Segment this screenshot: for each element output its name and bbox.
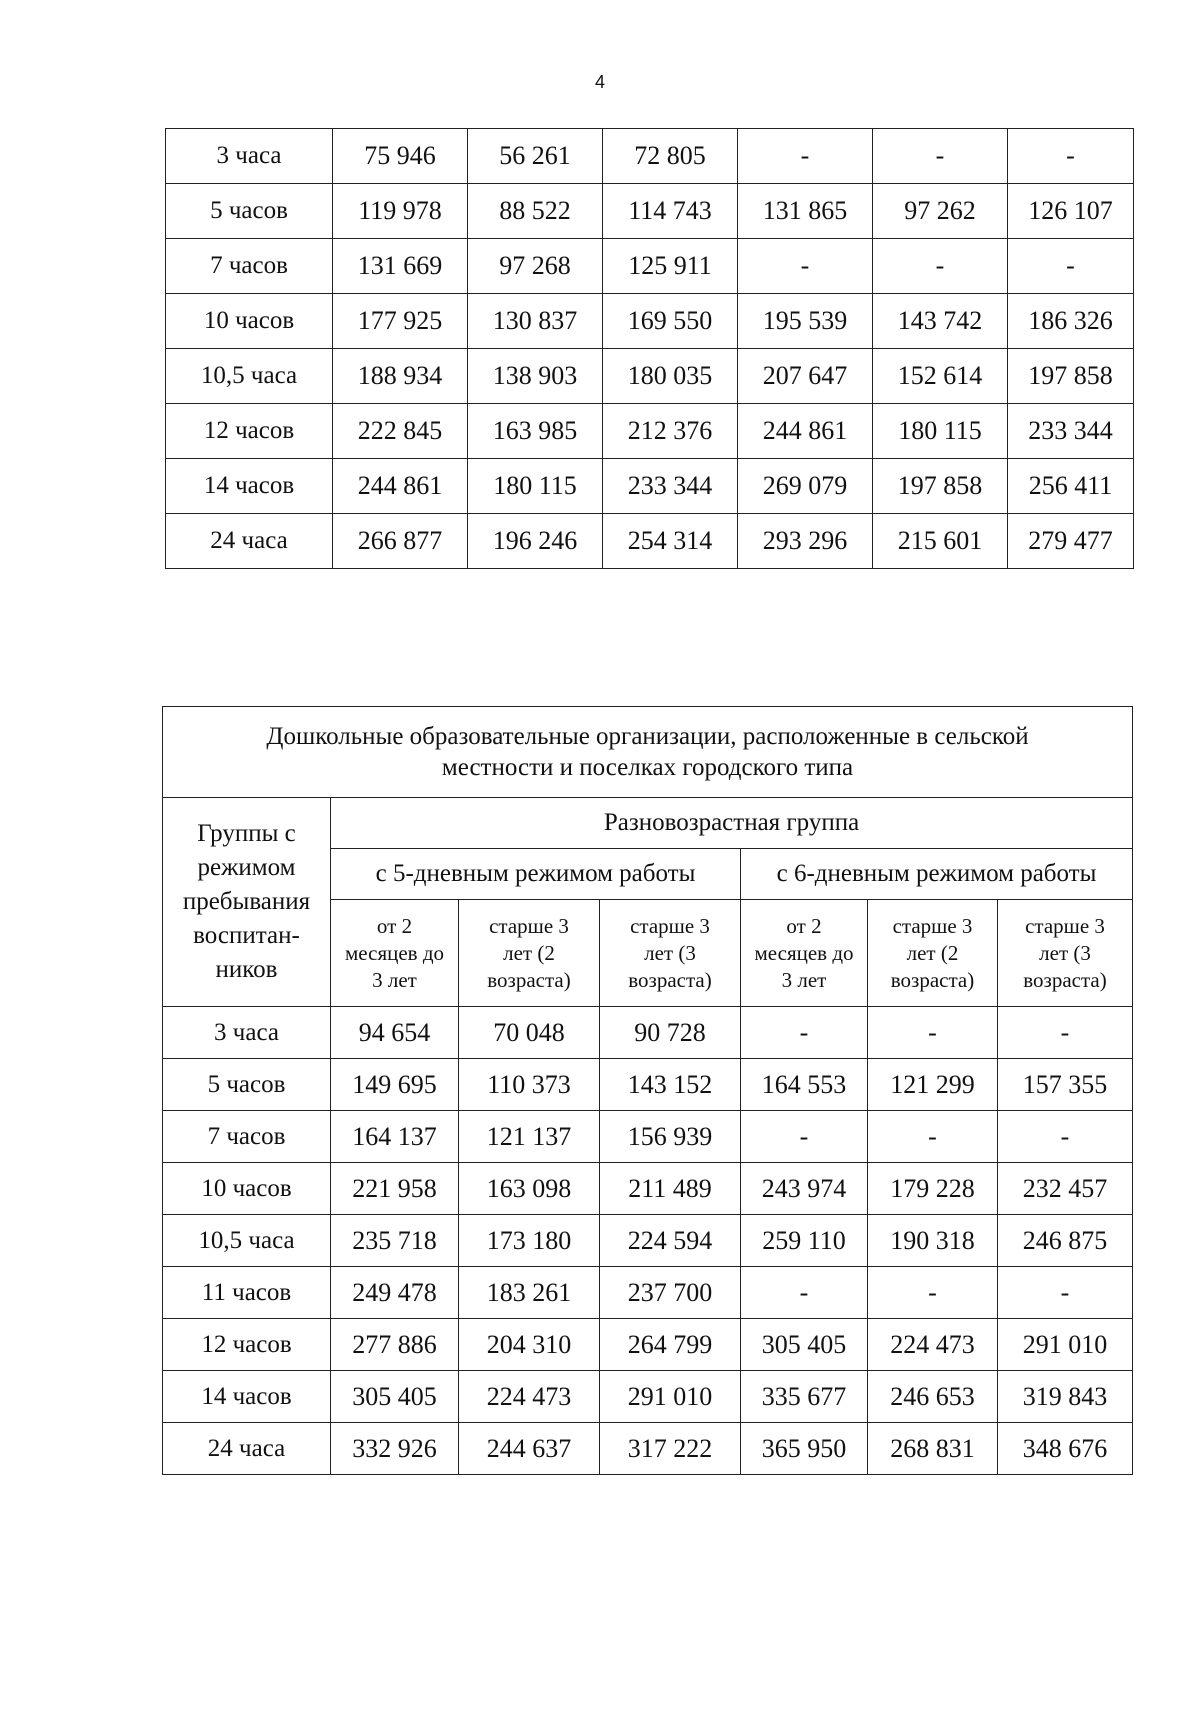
table-cell: 56 261	[468, 129, 603, 184]
table-cell: -	[738, 129, 873, 184]
table-cell: 221 958	[331, 1163, 459, 1215]
table-cell: 190 318	[868, 1215, 998, 1267]
table-cell: 125 911	[603, 239, 738, 294]
table-cell: 119 978	[333, 184, 468, 239]
age-subheader	[331, 900, 459, 1007]
table-cell: -	[1008, 129, 1134, 184]
age-subheader-line: месяцев до	[754, 940, 854, 965]
table-cell: 224 473	[459, 1371, 600, 1423]
table-cell: -	[873, 239, 1008, 294]
row-header-line: режимом	[197, 854, 296, 881]
table-cell: 97 262	[873, 184, 1008, 239]
age-subheader-line: возраста)	[487, 967, 571, 992]
table-cell: -	[998, 1267, 1133, 1319]
table-cell: 319 843	[998, 1371, 1133, 1423]
age-subheader-line: лет (2	[503, 940, 555, 965]
table-cell: 291 010	[998, 1319, 1133, 1371]
table-cell: 169 550	[603, 294, 738, 349]
table-row	[166, 184, 1134, 239]
age-subheader-line: возраста)	[1023, 967, 1107, 992]
table-row	[163, 1423, 1133, 1475]
mode-5day-header: с 5-дневным режимом работы	[331, 849, 741, 900]
table-cell: -	[741, 1007, 868, 1059]
row-label: 10 часов	[163, 1163, 331, 1215]
table-row	[163, 1215, 1133, 1267]
table-cell: -	[868, 1111, 998, 1163]
table-cell: 277 886	[331, 1319, 459, 1371]
table-cell: 180 035	[603, 349, 738, 404]
table-cell: 204 310	[459, 1319, 600, 1371]
table-cell: 237 700	[600, 1267, 741, 1319]
table-cell: 121 299	[868, 1059, 998, 1111]
row-header-title	[163, 798, 331, 1007]
table-cell: 244 637	[459, 1423, 600, 1475]
table-row	[166, 514, 1134, 569]
table-cell: 138 903	[468, 349, 603, 404]
rural-tariff-table	[162, 706, 1133, 1475]
table-cell: 195 539	[738, 294, 873, 349]
table-cell: 224 473	[868, 1319, 998, 1371]
age-subheader-line: 3 лет	[781, 967, 827, 992]
row-header-line: ников	[215, 956, 278, 983]
table-cell: 149 695	[331, 1059, 459, 1111]
table-cell: 244 861	[738, 404, 873, 459]
table-title-line: местности и поселках городского типа	[441, 754, 854, 781]
table-cell: 157 355	[998, 1059, 1133, 1111]
table-cell: 110 373	[459, 1059, 600, 1111]
table-cell: 121 137	[459, 1111, 600, 1163]
table-row	[163, 1163, 1133, 1215]
table-cell: 186 326	[1008, 294, 1134, 349]
age-subheader	[998, 900, 1133, 1007]
table-cell: 72 805	[603, 129, 738, 184]
table-cell: 90 728	[600, 1007, 741, 1059]
table-cell: -	[868, 1267, 998, 1319]
table-cell: 207 647	[738, 349, 873, 404]
row-label: 3 часа	[166, 129, 333, 184]
table-cell: 269 079	[738, 459, 873, 514]
table-row	[166, 239, 1134, 294]
table-cell: 179 228	[868, 1163, 998, 1215]
table-row	[163, 1371, 1133, 1423]
table-cell: 235 718	[331, 1215, 459, 1267]
row-label: 24 часа	[163, 1423, 331, 1475]
row-label: 14 часов	[166, 459, 333, 514]
table-cell: 196 246	[468, 514, 603, 569]
row-label: 12 часов	[163, 1319, 331, 1371]
table-cell: 130 837	[468, 294, 603, 349]
age-subheader-line: возраста)	[628, 967, 712, 992]
table-cell: 152 614	[873, 349, 1008, 404]
age-subheader-line: лет (3	[644, 940, 696, 965]
table-cell: -	[998, 1007, 1133, 1059]
table-cell: 215 601	[873, 514, 1008, 569]
table-row	[163, 1319, 1133, 1371]
table-cell: 75 946	[333, 129, 468, 184]
table-cell: 180 115	[873, 404, 1008, 459]
row-label: 10,5 часа	[166, 349, 333, 404]
table-cell: 197 858	[1008, 349, 1134, 404]
table-cell: 114 743	[603, 184, 738, 239]
row-label: 7 часов	[166, 239, 333, 294]
table-cell: 126 107	[1008, 184, 1134, 239]
table-cell: 183 261	[459, 1267, 600, 1319]
table-cell: 70 048	[459, 1007, 600, 1059]
table-cell: 163 098	[459, 1163, 600, 1215]
table-cell: 211 489	[600, 1163, 741, 1215]
table-cell: -	[741, 1111, 868, 1163]
table-cell: 94 654	[331, 1007, 459, 1059]
table-cell: 246 653	[868, 1371, 998, 1423]
row-label: 5 часов	[163, 1059, 331, 1111]
table-title-line: Дошкольные образовательные организации, расположенные в сельской	[266, 723, 1029, 750]
table-cell: 224 594	[600, 1215, 741, 1267]
table-cell: 197 858	[873, 459, 1008, 514]
table-cell: 293 296	[738, 514, 873, 569]
table-cell: 88 522	[468, 184, 603, 239]
table-cell: 256 411	[1008, 459, 1134, 514]
table-cell: 164 553	[741, 1059, 868, 1111]
table-cell: 212 376	[603, 404, 738, 459]
age-subheader-line: от 2	[376, 913, 413, 938]
table-cell: 173 180	[459, 1215, 600, 1267]
table-cell: 254 314	[603, 514, 738, 569]
row-label: 14 часов	[163, 1371, 331, 1423]
table-cell: 332 926	[331, 1423, 459, 1475]
table-cell: -	[1008, 239, 1134, 294]
table-cell: 177 925	[333, 294, 468, 349]
table-cell: 188 934	[333, 349, 468, 404]
table-cell: 305 405	[331, 1371, 459, 1423]
row-label: 10 часов	[166, 294, 333, 349]
age-subheader-line: лет (2	[906, 940, 959, 965]
age-subheader	[741, 900, 868, 1007]
table-cell: -	[738, 239, 873, 294]
table-row	[163, 1267, 1133, 1319]
table-title	[163, 707, 1133, 798]
table-cell: 244 861	[333, 459, 468, 514]
table-cell: 131 865	[738, 184, 873, 239]
table-cell: 97 268	[468, 239, 603, 294]
table-cell: 259 110	[741, 1215, 868, 1267]
table-cell: 156 939	[600, 1111, 741, 1163]
mode-6day-header: с 6-дневным режимом работы	[741, 849, 1133, 900]
age-subheader-line: старше 3	[630, 913, 710, 938]
table-cell: 232 457	[998, 1163, 1133, 1215]
age-subheader-line: от 2	[786, 913, 822, 938]
table-cell: 180 115	[468, 459, 603, 514]
table-row	[166, 294, 1134, 349]
table-cell: 348 676	[998, 1423, 1133, 1475]
table-row	[166, 129, 1134, 184]
age-subheader	[459, 900, 600, 1007]
row-label: 5 часов	[166, 184, 333, 239]
table-cell: 233 344	[1008, 404, 1134, 459]
row-label: 10,5 часа	[163, 1215, 331, 1267]
table-cell: 243 974	[741, 1163, 868, 1215]
age-subheader-line: старше 3	[489, 913, 569, 938]
table-row	[166, 459, 1134, 514]
group-title: Разновозрастная группа	[331, 798, 1133, 849]
table-cell: -	[998, 1111, 1133, 1163]
table-cell: -	[868, 1007, 998, 1059]
tariff-table-continued	[165, 128, 1134, 569]
table-cell: 305 405	[741, 1319, 868, 1371]
table-cell: 335 677	[741, 1371, 868, 1423]
table-row	[166, 349, 1134, 404]
table-cell: 163 985	[468, 404, 603, 459]
table-cell: 246 875	[998, 1215, 1133, 1267]
table-cell: 268 831	[868, 1423, 998, 1475]
table-row	[163, 1007, 1133, 1059]
table-cell: 233 344	[603, 459, 738, 514]
table-cell: 291 010	[600, 1371, 741, 1423]
row-label: 12 часов	[166, 404, 333, 459]
table-cell: 365 950	[741, 1423, 868, 1475]
row-label: 7 часов	[163, 1111, 331, 1163]
table-cell: 264 799	[600, 1319, 741, 1371]
table-cell: 249 478	[331, 1267, 459, 1319]
table-cell: 279 477	[1008, 514, 1134, 569]
page-number: 4	[594, 72, 605, 92]
table-cell: 143 152	[600, 1059, 741, 1111]
table-cell: 143 742	[873, 294, 1008, 349]
age-subheader-line: старше 3	[1025, 913, 1105, 938]
table-cell: -	[873, 129, 1008, 184]
age-subheader	[868, 900, 998, 1007]
table-row	[166, 404, 1134, 459]
table-cell: 266 877	[333, 514, 468, 569]
row-label: 11 часов	[163, 1267, 331, 1319]
table-cell: 131 669	[333, 239, 468, 294]
age-subheader	[600, 900, 741, 1007]
row-header-line: воспитан-	[193, 922, 300, 949]
age-subheader-line: возраста)	[890, 967, 975, 992]
age-subheader-line: старше 3	[892, 913, 973, 938]
table-row	[163, 1059, 1133, 1111]
row-header-line: Группы с	[197, 820, 296, 847]
age-subheader-line: 3 лет	[372, 967, 417, 992]
table-cell: 164 137	[331, 1111, 459, 1163]
row-header-line: пребывания	[182, 888, 311, 915]
row-label: 24 часа	[166, 514, 333, 569]
table-cell: 222 845	[333, 404, 468, 459]
table-row	[163, 1111, 1133, 1163]
age-subheader-line: месяцев до	[344, 940, 445, 965]
age-subheader-line: лет (3	[1039, 940, 1091, 965]
table-cell: -	[741, 1267, 868, 1319]
row-label: 3 часа	[163, 1007, 331, 1059]
table-cell: 317 222	[600, 1423, 741, 1475]
